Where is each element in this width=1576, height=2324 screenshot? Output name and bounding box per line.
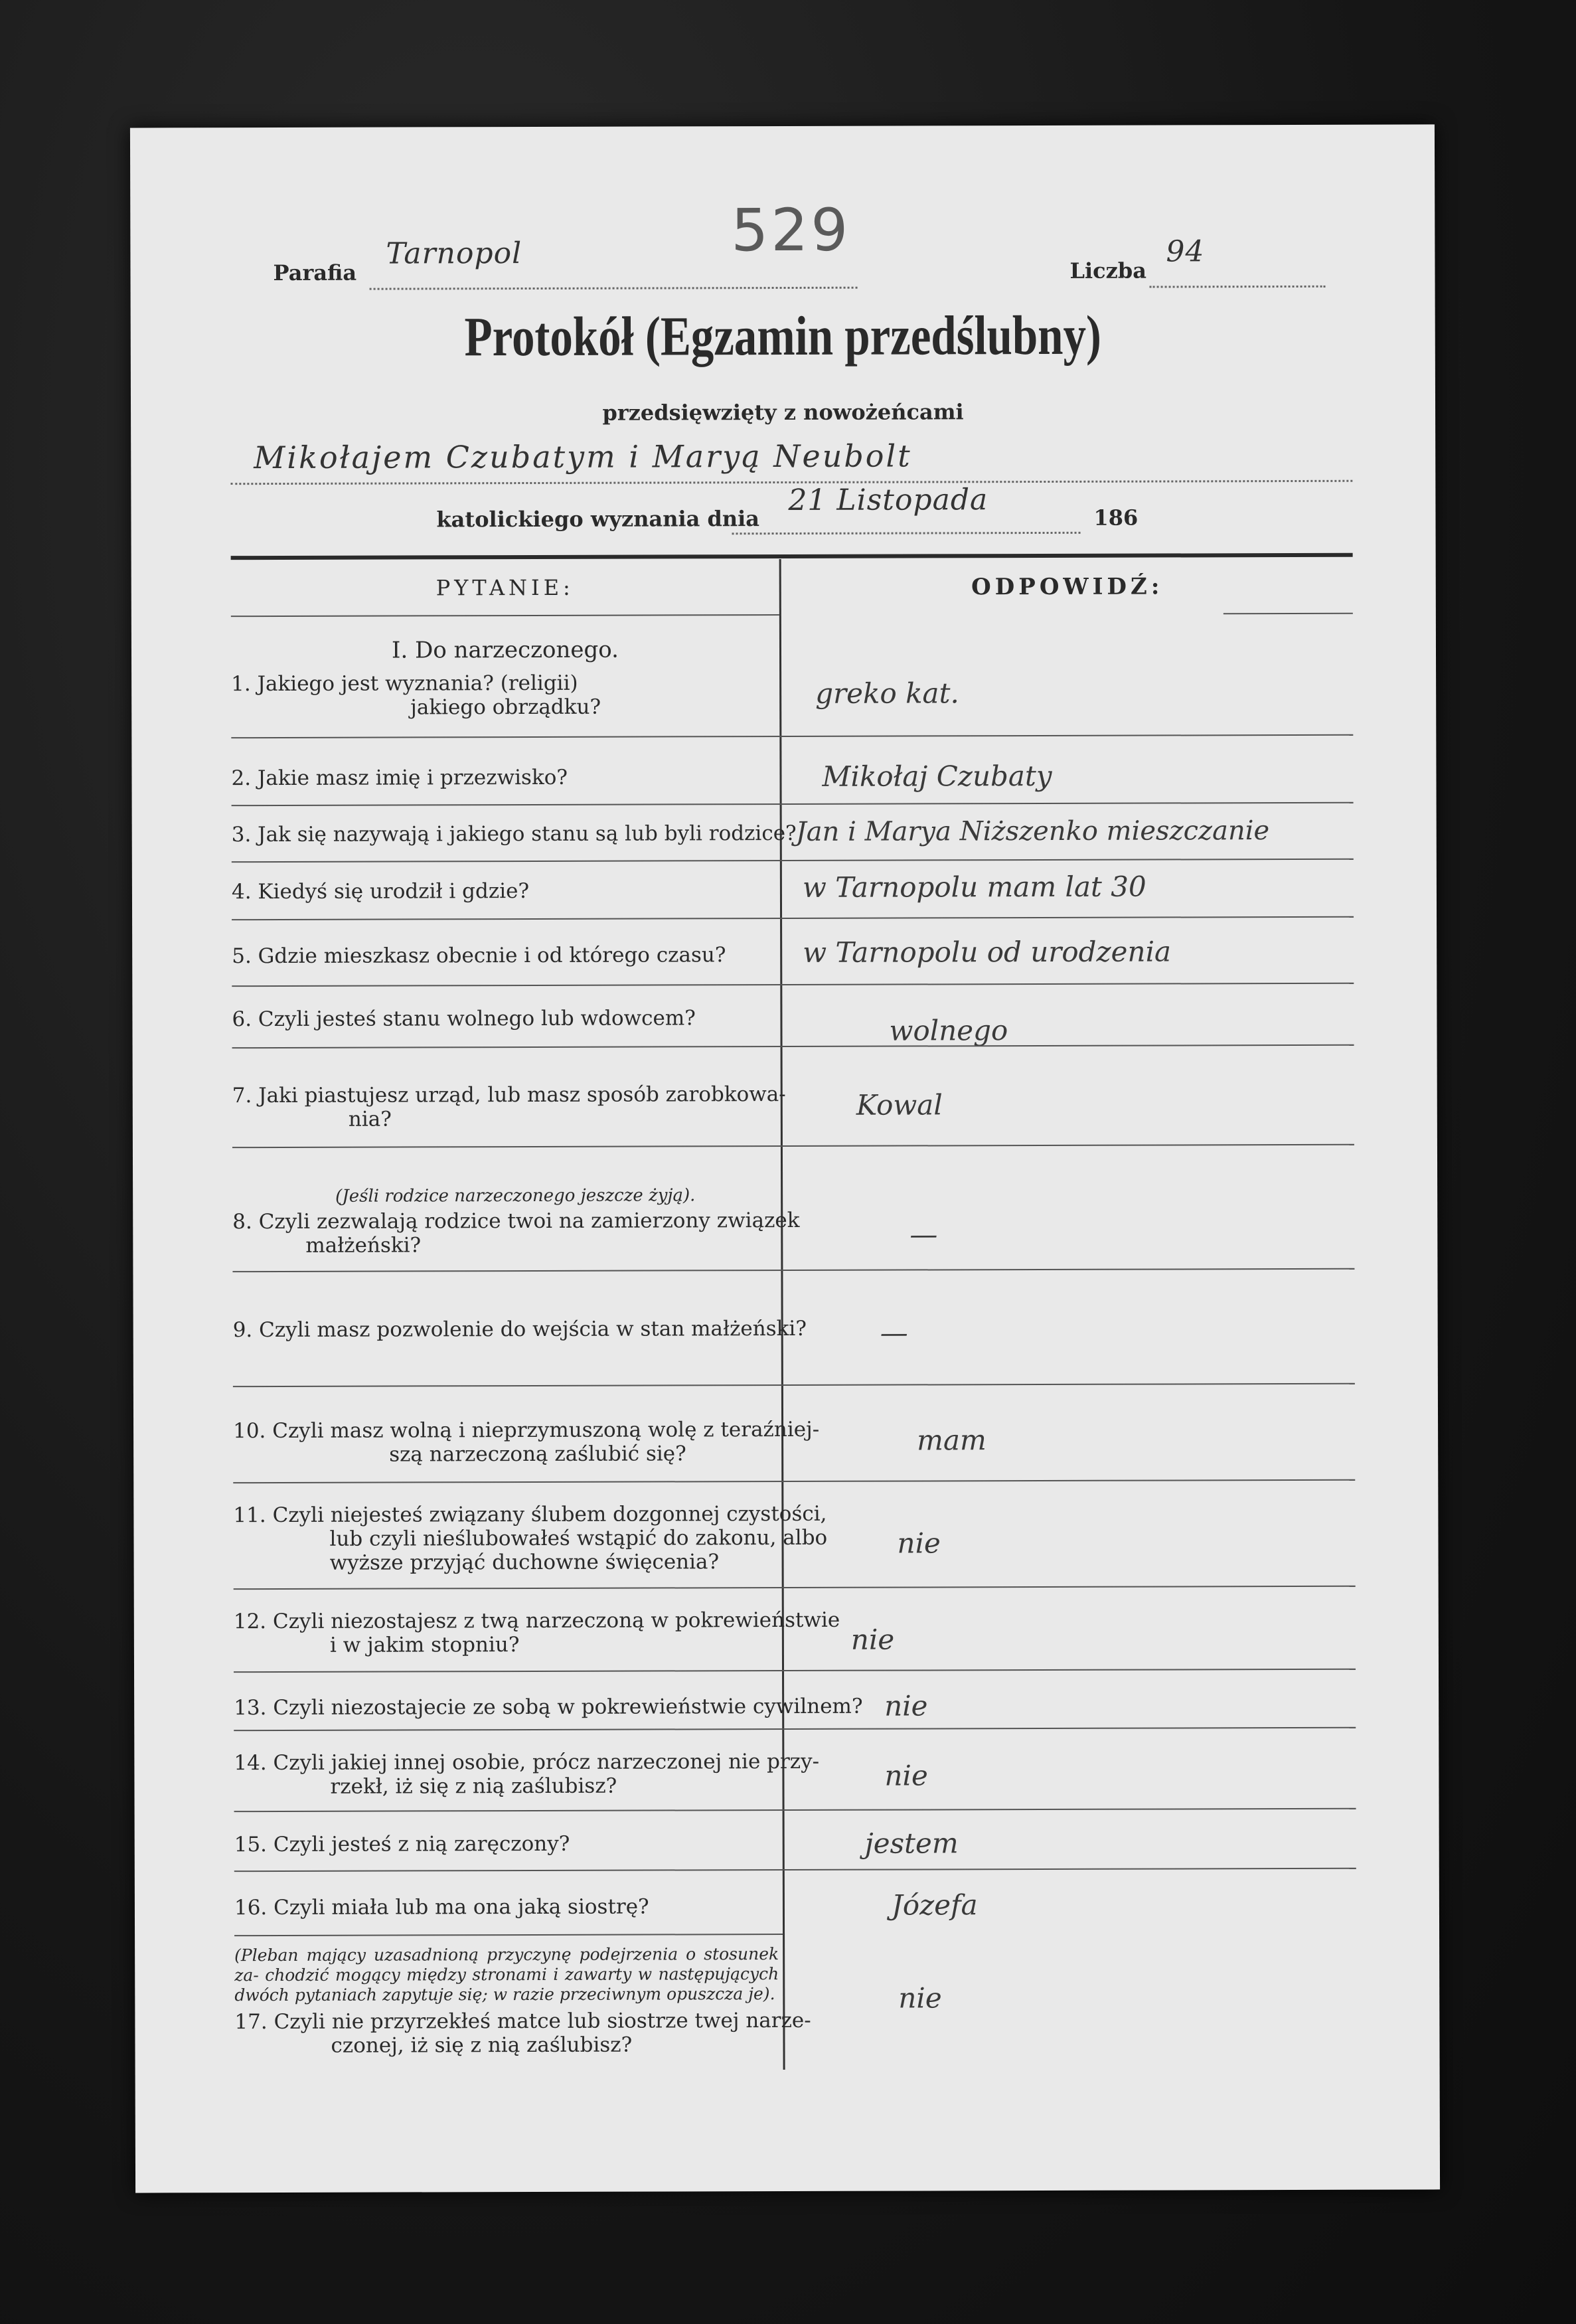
row-divider xyxy=(232,859,1354,863)
answer-1: greko kat. xyxy=(815,677,959,710)
answer-15: jestem xyxy=(864,1827,959,1860)
form-title: Protokół (Egzamin przedślubny) xyxy=(464,304,1102,369)
row-divider xyxy=(231,734,1353,738)
question-7-line-2: nia? xyxy=(348,1107,392,1131)
row-divider xyxy=(234,1586,1356,1590)
date-prefix: katolickiego wyznania dnia xyxy=(436,506,760,533)
question-5: 5. Gdzie mieszkasz obecnie i od którego czasu? xyxy=(232,943,726,969)
answer-4: w Tarnopolu mam lat 30 xyxy=(802,870,1146,904)
question-14-line-2: rzekł, iż się z nią zaślubisz? xyxy=(330,1774,617,1799)
row-divider xyxy=(232,1044,1354,1048)
question-8-line-1: 8. Czyli zezwalają rodzice twoi na zamierzony związek xyxy=(232,1208,800,1234)
question-14-line-1: 14. Czyli jakiej innej osobie, prócz narzeczonej nie przy- xyxy=(234,1749,820,1776)
answer-6: wolnego xyxy=(889,1014,1008,1047)
answer-3: Jan i Marya Niższenko mieszczanie xyxy=(795,815,1270,847)
form-subtitle: przedsięwzięty z nowożeńcami xyxy=(602,399,964,426)
question-15: 15. Czyli jesteś z nią zaręczony? xyxy=(234,1831,570,1857)
answer-17: nie xyxy=(898,1981,942,2015)
row-divider xyxy=(234,1808,1356,1812)
answer-10: mam xyxy=(917,1424,986,1457)
question-12-line-1: 12. Czyli niezostajesz z twą narzeczoną w pokrewieństwie xyxy=(233,1608,840,1634)
answer-13: nie xyxy=(884,1689,928,1722)
question-1-line-1: 1. Jakiego jest wyznania? (religii) xyxy=(231,671,578,697)
number-value: 94 xyxy=(1166,234,1205,269)
question-12-line-2: i w jakim stopniu? xyxy=(329,1633,520,1657)
question-column-header: PYTANIE: xyxy=(435,574,574,601)
answer-7: Kowal xyxy=(856,1088,943,1121)
header-rule xyxy=(231,553,1353,560)
row-divider xyxy=(234,1727,1356,1731)
row-divider xyxy=(232,983,1354,987)
question-17-line-2: czonej, iż się z nią zaślubisz? xyxy=(331,2033,633,2058)
document-page xyxy=(130,124,1440,2193)
question-3: 3. Jak się nazywają i jakiego stanu są lub byli rodzice? xyxy=(231,821,797,847)
answer-12: nie xyxy=(850,1623,895,1656)
answer-16: Józefa xyxy=(891,1888,978,1922)
question-2: 2. Jakie masz imię i przezwisko? xyxy=(231,765,568,791)
date-dotline xyxy=(732,532,1081,535)
answer-8: — xyxy=(909,1218,938,1251)
question-11-line-3: wyższe przyjąć duchowne święcenia? xyxy=(329,1550,720,1575)
question-11-line-1: 11. Czyli niejesteś związany ślubem dozgonnej czystości, xyxy=(233,1501,827,1528)
header-underline-left xyxy=(231,614,779,617)
answer-2: Mikołaj Czubaty xyxy=(822,759,1052,793)
question-1-line-2: jakiego obrządku? xyxy=(410,695,601,720)
parish-dotline xyxy=(370,287,858,290)
question-16: 16. Czyli miała lub ma ona jaką siostrę? xyxy=(234,1894,649,1920)
section-title: I. Do narzeczonego. xyxy=(391,636,619,664)
question-4: 4. Kiedyś się urodził i gdzie? xyxy=(231,879,530,904)
column-divider xyxy=(779,559,785,2070)
year-prefix: 186 xyxy=(1093,505,1139,531)
row-divider xyxy=(232,1144,1354,1148)
question-11-line-2: lub czyli nieślubowałeś wstąpić do zakonu, albo xyxy=(329,1525,828,1551)
question-6: 6. Czyli jesteś stanu wolnego lub wdowcem? xyxy=(232,1006,696,1032)
date-value: 21 Listopada xyxy=(788,483,988,517)
question-8-line-2: małżeński? xyxy=(305,1233,422,1258)
row-divider xyxy=(234,1868,1356,1872)
row-divider xyxy=(232,916,1354,920)
row-divider xyxy=(234,1934,783,1936)
answer-11: nie xyxy=(897,1527,941,1560)
number-label: Liczba xyxy=(1069,258,1146,284)
couple-names: Mikołajem Czubatym i Maryą Neubolt xyxy=(254,438,912,476)
answer-9: — xyxy=(880,1316,908,1349)
header-underline-right xyxy=(1223,613,1353,615)
answer-14: nie xyxy=(884,1759,928,1792)
row-divider xyxy=(233,1479,1355,1483)
question-8-note: (Jeśli rodzice narzeczonego jeszcze żyją). xyxy=(335,1185,696,1206)
archive-number: 529 xyxy=(731,195,851,265)
question-17-note: (Pleban mający uzasadnioną przyczynę podejrzenia o stosunek za- chodzić mogący między stronami i zawarty w następujących dwóch pytaniach zapytuje się; w razie przeciwnym opuszcza je). xyxy=(234,1944,779,2005)
answer-5: w Tarnopolu od urodzenia xyxy=(803,935,1172,969)
question-17-line-1: 17. Czyli nie przyrzekłeś matce lub siostrze twej narze- xyxy=(234,2008,811,2034)
question-10-line-1: 10. Czyli masz wolną i nieprzymuszoną wolę z teraźniej- xyxy=(233,1417,820,1444)
question-9: 9. Czyli masz pozwolenie do wejścia w stan małżeński? xyxy=(232,1316,807,1343)
row-divider xyxy=(234,1669,1356,1673)
parish-label: Parafia xyxy=(273,260,357,286)
row-divider xyxy=(232,1268,1354,1272)
row-divider xyxy=(232,802,1354,806)
question-10-line-2: szą narzeczoną zaślubić się? xyxy=(389,1442,686,1467)
answer-column-header: ODPOWIDŹ: xyxy=(971,573,1164,601)
row-divider xyxy=(233,1383,1355,1387)
number-dotline xyxy=(1150,286,1326,288)
question-7-line-1: 7. Jaki piastujesz urząd, lub masz sposób zarobkowa- xyxy=(232,1082,786,1108)
question-13: 13. Czyli niezostajecie ze sobą w pokrewieństwie cywilnem? xyxy=(234,1694,863,1720)
parish-value: Tarnopol xyxy=(386,236,522,271)
